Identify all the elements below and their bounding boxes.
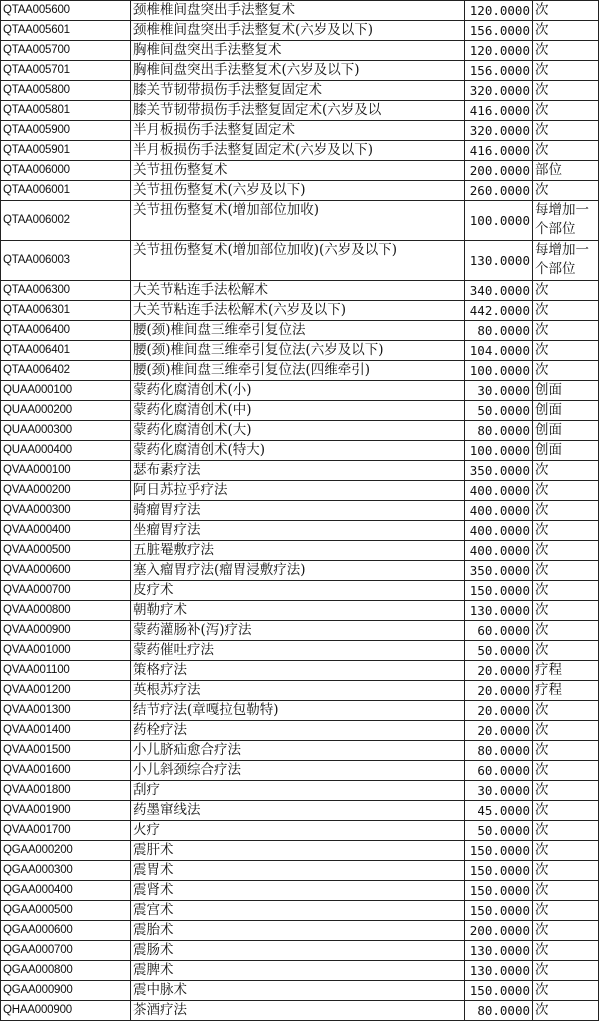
item-unit-cell: 次 bbox=[533, 61, 599, 81]
item-name-cell: 蒙药化腐清创术(大) bbox=[131, 421, 465, 441]
item-code-cell: QVAA000300 bbox=[1, 501, 131, 521]
item-unit-cell: 次 bbox=[533, 841, 599, 861]
item-unit-cell: 次 bbox=[533, 641, 599, 661]
item-price-cell: 120.0000 bbox=[465, 1, 533, 21]
item-name-cell: 大关节粘连手法松解术(六岁及以下) bbox=[131, 301, 465, 321]
item-price-cell: 350.0000 bbox=[465, 561, 533, 581]
item-code-cell: QHAA000900 bbox=[1, 1001, 131, 1021]
item-name-cell: 药栓疗法 bbox=[131, 721, 465, 741]
item-unit-cell: 次 bbox=[533, 801, 599, 821]
item-code-cell: QVAA001600 bbox=[1, 761, 131, 781]
item-unit-cell: 创面 bbox=[533, 421, 599, 441]
item-code-cell: QUAA000300 bbox=[1, 421, 131, 441]
table-row bbox=[1, 61, 599, 81]
item-name-cell: 腰(颈)椎间盘三维牵引复位法(四维牵引) bbox=[131, 361, 465, 381]
item-price-cell: 60.0000 bbox=[465, 761, 533, 781]
item-code-cell: QGAA000800 bbox=[1, 961, 131, 981]
table-row bbox=[1, 41, 599, 61]
item-name-cell: 震中脉术 bbox=[131, 981, 465, 1001]
item-code-cell: QVAA000700 bbox=[1, 581, 131, 601]
item-price-cell: 80.0000 bbox=[465, 741, 533, 761]
item-name-cell: 茶酒疗法 bbox=[131, 1001, 465, 1021]
item-unit-cell: 疗程 bbox=[533, 661, 599, 681]
table-row bbox=[1, 641, 599, 661]
item-name-cell: 震肠术 bbox=[131, 941, 465, 961]
item-price-cell: 150.0000 bbox=[465, 901, 533, 921]
item-code-cell: QGAA000300 bbox=[1, 861, 131, 881]
item-name-cell: 腰(颈)椎间盘三维牵引复位法 bbox=[131, 321, 465, 341]
item-unit-cell: 次 bbox=[533, 81, 599, 101]
item-code-cell: QVAA000500 bbox=[1, 541, 131, 561]
item-name-cell: 英根苏疗法 bbox=[131, 681, 465, 701]
item-code-cell: QTAA006400 bbox=[1, 321, 131, 341]
item-price-cell: 150.0000 bbox=[465, 581, 533, 601]
item-price-cell: 50.0000 bbox=[465, 641, 533, 661]
item-code-cell: QVAA001500 bbox=[1, 741, 131, 761]
item-price-cell: 156.0000 bbox=[465, 21, 533, 41]
table-row bbox=[1, 381, 599, 401]
item-name-cell: 药墨窜线法 bbox=[131, 801, 465, 821]
item-code-cell: QGAA000900 bbox=[1, 981, 131, 1001]
table-row bbox=[1, 921, 599, 941]
item-unit-cell: 疗程 bbox=[533, 681, 599, 701]
item-name-cell: 塞入瘤胃疗法(瘤胃浸敷疗法) bbox=[131, 561, 465, 581]
item-name-cell: 大关节粘连手法松解术 bbox=[131, 281, 465, 301]
item-code-cell: QTAA006000 bbox=[1, 161, 131, 181]
item-name-cell: 策格疗法 bbox=[131, 661, 465, 681]
item-name-cell: 震胃术 bbox=[131, 861, 465, 881]
item-name-cell: 蒙药化腐清创术(中) bbox=[131, 401, 465, 421]
item-unit-cell: 次 bbox=[533, 361, 599, 381]
item-price-cell: 120.0000 bbox=[465, 41, 533, 61]
item-price-cell: 340.0000 bbox=[465, 281, 533, 301]
table-row bbox=[1, 881, 599, 901]
item-unit-cell: 次 bbox=[533, 321, 599, 341]
table-row bbox=[1, 1, 599, 21]
item-price-cell: 150.0000 bbox=[465, 861, 533, 881]
item-unit-cell: 创面 bbox=[533, 441, 599, 461]
item-unit-cell: 次 bbox=[533, 881, 599, 901]
item-name-cell: 瑟布素疗法 bbox=[131, 461, 465, 481]
item-price-cell: 400.0000 bbox=[465, 481, 533, 501]
item-name-cell: 蒙药灌肠补(泻)疗法 bbox=[131, 621, 465, 641]
table-row bbox=[1, 401, 599, 421]
table-row bbox=[1, 621, 599, 641]
table-row bbox=[1, 581, 599, 601]
item-name-cell: 震胎术 bbox=[131, 921, 465, 941]
item-name-cell: 皮疗术 bbox=[131, 581, 465, 601]
item-name-cell: 关节扭伤整复术 bbox=[131, 161, 465, 181]
item-name-cell: 刮疗 bbox=[131, 781, 465, 801]
item-name-cell: 火疗 bbox=[131, 821, 465, 841]
item-unit-cell: 创面 bbox=[533, 401, 599, 421]
item-unit-cell: 次 bbox=[533, 741, 599, 761]
table-row bbox=[1, 841, 599, 861]
item-name-cell: 震肝术 bbox=[131, 841, 465, 861]
item-price-cell: 130.0000 bbox=[465, 961, 533, 981]
item-code-cell: QVAA001200 bbox=[1, 681, 131, 701]
item-code-cell: QTAA005800 bbox=[1, 81, 131, 101]
item-price-cell: 416.0000 bbox=[465, 101, 533, 121]
table-row bbox=[1, 501, 599, 521]
item-unit-cell: 次 bbox=[533, 181, 599, 201]
table-row bbox=[1, 201, 599, 241]
table-row bbox=[1, 361, 599, 381]
item-price-cell: 100.0000 bbox=[465, 361, 533, 381]
item-price-cell: 130.0000 bbox=[465, 941, 533, 961]
table-row bbox=[1, 601, 599, 621]
item-code-cell: QVAA001100 bbox=[1, 661, 131, 681]
table-row bbox=[1, 421, 599, 441]
table-row bbox=[1, 121, 599, 141]
item-price-cell: 260.0000 bbox=[465, 181, 533, 201]
table-row bbox=[1, 81, 599, 101]
item-code-cell: QTAA006300 bbox=[1, 281, 131, 301]
item-unit-cell: 次 bbox=[533, 941, 599, 961]
item-price-cell: 45.0000 bbox=[465, 801, 533, 821]
item-price-cell: 20.0000 bbox=[465, 721, 533, 741]
item-price-cell: 400.0000 bbox=[465, 541, 533, 561]
item-price-cell: 200.0000 bbox=[465, 921, 533, 941]
item-price-cell: 20.0000 bbox=[465, 681, 533, 701]
item-price-cell: 104.0000 bbox=[465, 341, 533, 361]
item-code-cell: QVAA001900 bbox=[1, 801, 131, 821]
table-row bbox=[1, 701, 599, 721]
table-row bbox=[1, 161, 599, 181]
item-unit-cell: 次 bbox=[533, 901, 599, 921]
item-price-cell: 100.0000 bbox=[465, 441, 533, 461]
item-name-cell: 膝关节韧带损伤手法整复固定术 bbox=[131, 81, 465, 101]
table-row bbox=[1, 301, 599, 321]
item-unit-cell: 次 bbox=[533, 561, 599, 581]
table-row bbox=[1, 981, 599, 1001]
item-name-cell: 半月板损伤手法整复固定术(六岁及以下) bbox=[131, 141, 465, 161]
item-name-cell: 腰(颈)椎间盘三维牵引复位法(六岁及以下) bbox=[131, 341, 465, 361]
item-code-cell: QTAA005701 bbox=[1, 61, 131, 81]
table-row bbox=[1, 561, 599, 581]
table-row bbox=[1, 821, 599, 841]
table-row bbox=[1, 961, 599, 981]
item-name-cell: 关节扭伤整复术(增加部位加收)(六岁及以下) bbox=[131, 241, 465, 281]
table-row bbox=[1, 541, 599, 561]
item-price-cell: 60.0000 bbox=[465, 621, 533, 641]
item-unit-cell: 次 bbox=[533, 501, 599, 521]
item-name-cell: 坐瘤胃疗法 bbox=[131, 521, 465, 541]
item-name-cell: 膝关节韧带损伤手法整复固定术(六岁及以 bbox=[131, 101, 465, 121]
table-row bbox=[1, 481, 599, 501]
item-price-cell: 50.0000 bbox=[465, 821, 533, 841]
item-price-cell: 400.0000 bbox=[465, 521, 533, 541]
item-code-cell: QVAA001000 bbox=[1, 641, 131, 661]
item-unit-cell: 次 bbox=[533, 461, 599, 481]
table-row bbox=[1, 681, 599, 701]
item-code-cell: QVAA000100 bbox=[1, 461, 131, 481]
item-name-cell: 结节疗法(章嘎拉包勒特) bbox=[131, 701, 465, 721]
item-name-cell: 关节扭伤整复术(六岁及以下) bbox=[131, 181, 465, 201]
item-code-cell: QGAA000700 bbox=[1, 941, 131, 961]
item-unit-cell: 次 bbox=[533, 961, 599, 981]
item-code-cell: QVAA000900 bbox=[1, 621, 131, 641]
item-price-cell: 400.0000 bbox=[465, 501, 533, 521]
table-row bbox=[1, 461, 599, 481]
item-name-cell: 阿日苏拉乎疗法 bbox=[131, 481, 465, 501]
item-name-cell: 蒙药催吐疗法 bbox=[131, 641, 465, 661]
table-row bbox=[1, 1001, 599, 1021]
item-unit-cell: 次 bbox=[533, 1001, 599, 1021]
item-unit-cell: 次 bbox=[533, 781, 599, 801]
item-unit-cell: 次 bbox=[533, 581, 599, 601]
item-code-cell: QGAA000500 bbox=[1, 901, 131, 921]
item-code-cell: QVAA000400 bbox=[1, 521, 131, 541]
item-price-cell: 20.0000 bbox=[465, 701, 533, 721]
item-unit-cell: 次 bbox=[533, 721, 599, 741]
item-price-cell: 150.0000 bbox=[465, 881, 533, 901]
item-price-cell: 30.0000 bbox=[465, 381, 533, 401]
item-code-cell: QTAA006401 bbox=[1, 341, 131, 361]
table-row bbox=[1, 21, 599, 41]
table-row bbox=[1, 781, 599, 801]
item-price-cell: 320.0000 bbox=[465, 121, 533, 141]
item-unit-cell: 次 bbox=[533, 621, 599, 641]
item-unit-cell: 次 bbox=[533, 341, 599, 361]
item-unit-cell: 次 bbox=[533, 141, 599, 161]
item-code-cell: QVAA001700 bbox=[1, 821, 131, 841]
item-name-cell: 骑瘤胃疗法 bbox=[131, 501, 465, 521]
item-code-cell: QVAA001400 bbox=[1, 721, 131, 741]
item-name-cell: 震脾术 bbox=[131, 961, 465, 981]
fee-schedule-body bbox=[1, 1, 599, 1021]
table-row bbox=[1, 941, 599, 961]
item-name-cell: 五脏罨敷疗法 bbox=[131, 541, 465, 561]
item-unit-cell: 次 bbox=[533, 21, 599, 41]
item-name-cell: 蒙药化腐清创术(特大) bbox=[131, 441, 465, 461]
item-code-cell: QTAA006301 bbox=[1, 301, 131, 321]
item-price-cell: 80.0000 bbox=[465, 321, 533, 341]
table-row bbox=[1, 181, 599, 201]
table-row bbox=[1, 761, 599, 781]
item-unit-cell: 次 bbox=[533, 821, 599, 841]
item-code-cell: QGAA000600 bbox=[1, 921, 131, 941]
item-unit-cell: 次 bbox=[533, 521, 599, 541]
item-code-cell: QTAA005801 bbox=[1, 101, 131, 121]
item-code-cell: QTAA005700 bbox=[1, 41, 131, 61]
item-name-cell: 小儿脐疝愈合疗法 bbox=[131, 741, 465, 761]
item-code-cell: QVAA000600 bbox=[1, 561, 131, 581]
item-price-cell: 150.0000 bbox=[465, 981, 533, 1001]
item-unit-cell: 次 bbox=[533, 981, 599, 1001]
item-code-cell: QTAA006001 bbox=[1, 181, 131, 201]
item-code-cell: QVAA001300 bbox=[1, 701, 131, 721]
item-code-cell: QTAA006002 bbox=[1, 201, 131, 241]
item-price-cell: 80.0000 bbox=[465, 421, 533, 441]
item-price-cell: 50.0000 bbox=[465, 401, 533, 421]
item-code-cell: QTAA005901 bbox=[1, 141, 131, 161]
item-price-cell: 156.0000 bbox=[465, 61, 533, 81]
table-row bbox=[1, 741, 599, 761]
item-unit-cell: 次 bbox=[533, 121, 599, 141]
table-row bbox=[1, 141, 599, 161]
item-unit-cell: 次 bbox=[533, 281, 599, 301]
item-price-cell: 80.0000 bbox=[465, 1001, 533, 1021]
item-name-cell: 颈椎椎间盘突出手法整复术(六岁及以下) bbox=[131, 21, 465, 41]
table-row bbox=[1, 281, 599, 301]
item-code-cell: QUAA000400 bbox=[1, 441, 131, 461]
item-name-cell: 半月板损伤手法整复固定术 bbox=[131, 121, 465, 141]
item-name-cell: 朝勒疗术 bbox=[131, 601, 465, 621]
table-row bbox=[1, 721, 599, 741]
item-name-cell: 颈椎椎间盘突出手法整复术 bbox=[131, 1, 465, 21]
item-name-cell: 关节扭伤整复术(增加部位加收) bbox=[131, 201, 465, 241]
item-code-cell: QVAA000200 bbox=[1, 481, 131, 501]
item-name-cell: 震肾术 bbox=[131, 881, 465, 901]
item-unit-cell: 次 bbox=[533, 541, 599, 561]
table-row bbox=[1, 861, 599, 881]
item-unit-cell: 次 bbox=[533, 301, 599, 321]
item-price-cell: 100.0000 bbox=[465, 201, 533, 241]
item-price-cell: 130.0000 bbox=[465, 601, 533, 621]
item-unit-cell: 次 bbox=[533, 41, 599, 61]
item-price-cell: 30.0000 bbox=[465, 781, 533, 801]
item-code-cell: QTAA005601 bbox=[1, 21, 131, 41]
item-unit-cell: 次 bbox=[533, 481, 599, 501]
item-code-cell: QTAA006003 bbox=[1, 241, 131, 281]
table-row bbox=[1, 341, 599, 361]
item-code-cell: QVAA001800 bbox=[1, 781, 131, 801]
item-unit-cell: 每增加一个部位 bbox=[533, 241, 599, 281]
table-row bbox=[1, 101, 599, 121]
item-unit-cell: 次 bbox=[533, 601, 599, 621]
item-price-cell: 350.0000 bbox=[465, 461, 533, 481]
item-name-cell: 震宫术 bbox=[131, 901, 465, 921]
table-row bbox=[1, 801, 599, 821]
item-code-cell: QGAA000400 bbox=[1, 881, 131, 901]
item-unit-cell: 次 bbox=[533, 761, 599, 781]
table-row bbox=[1, 661, 599, 681]
item-name-cell: 蒙药化腐清创术(小) bbox=[131, 381, 465, 401]
table-row bbox=[1, 241, 599, 281]
item-code-cell: QVAA000800 bbox=[1, 601, 131, 621]
item-price-cell: 442.0000 bbox=[465, 301, 533, 321]
table-row bbox=[1, 521, 599, 541]
item-unit-cell: 部位 bbox=[533, 161, 599, 181]
item-code-cell: QTAA005900 bbox=[1, 121, 131, 141]
item-unit-cell: 次 bbox=[533, 1, 599, 21]
item-code-cell: QUAA000100 bbox=[1, 381, 131, 401]
item-price-cell: 416.0000 bbox=[465, 141, 533, 161]
table-row bbox=[1, 901, 599, 921]
item-unit-cell: 创面 bbox=[533, 381, 599, 401]
item-unit-cell: 每增加一个部位 bbox=[533, 201, 599, 241]
item-name-cell: 小儿斜颈综合疗法 bbox=[131, 761, 465, 781]
item-code-cell: QTAA006402 bbox=[1, 361, 131, 381]
table-row bbox=[1, 441, 599, 461]
item-code-cell: QTAA005600 bbox=[1, 1, 131, 21]
item-unit-cell: 次 bbox=[533, 701, 599, 721]
item-price-cell: 130.0000 bbox=[465, 241, 533, 281]
item-unit-cell: 次 bbox=[533, 921, 599, 941]
item-unit-cell: 次 bbox=[533, 101, 599, 121]
item-code-cell: QUAA000200 bbox=[1, 401, 131, 421]
item-code-cell: QGAA000200 bbox=[1, 841, 131, 861]
item-price-cell: 320.0000 bbox=[465, 81, 533, 101]
item-price-cell: 200.0000 bbox=[465, 161, 533, 181]
table-row bbox=[1, 321, 599, 341]
item-name-cell: 胸椎间盘突出手法整复术 bbox=[131, 41, 465, 61]
item-price-cell: 20.0000 bbox=[465, 661, 533, 681]
item-price-cell: 150.0000 bbox=[465, 841, 533, 861]
item-name-cell: 胸椎间盘突出手法整复术(六岁及以下) bbox=[131, 61, 465, 81]
item-unit-cell: 次 bbox=[533, 861, 599, 881]
